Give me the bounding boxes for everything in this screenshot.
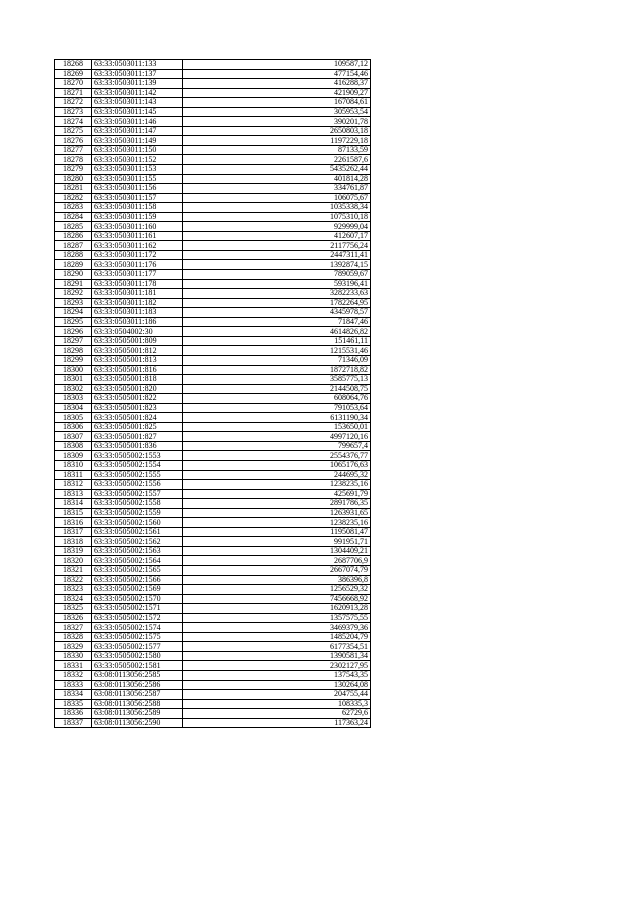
table-row [55, 403, 371, 413]
cadastral-number-cell: 63:33:0505002:1558 [92, 499, 183, 509]
value-cell: 1392874,15 [183, 260, 371, 270]
row-number-cell: 18298 [55, 346, 92, 356]
row-number-cell: 18332 [55, 671, 92, 681]
value-cell: 799657,4 [183, 441, 371, 451]
value-cell: 108335,3 [183, 699, 371, 709]
cadastral-number-cell: 63:33:0505001:836 [92, 441, 183, 451]
row-number-cell: 18328 [55, 632, 92, 642]
value-cell: 2554376,77 [183, 451, 371, 461]
value-cell: 1872718,82 [183, 365, 371, 375]
table-row [55, 394, 371, 404]
row-number-cell: 18302 [55, 384, 92, 394]
row-number-cell: 18297 [55, 336, 92, 346]
cadastral-number-cell: 63:08:0113056:2587 [92, 690, 183, 700]
table-row [55, 699, 371, 709]
row-number-cell: 18274 [55, 117, 92, 127]
row-number-cell: 18313 [55, 489, 92, 499]
value-cell: 153650,01 [183, 422, 371, 432]
value-cell: 1238235,16 [183, 480, 371, 490]
row-number-cell: 18327 [55, 623, 92, 633]
value-cell: 1195081,47 [183, 527, 371, 537]
cadastral-number-cell: 63:33:0505002:1554 [92, 460, 183, 470]
cadastral-number-cell: 63:33:0503011:181 [92, 289, 183, 299]
cadastral-number-cell: 63:33:0503011:142 [92, 88, 183, 98]
cadastral-number-cell: 63:33:0505001:812 [92, 346, 183, 356]
table-row [55, 527, 371, 537]
table-row [55, 365, 371, 375]
row-number-cell: 18310 [55, 460, 92, 470]
row-number-cell: 18315 [55, 508, 92, 518]
cadastral-number-cell: 63:08:0113056:2590 [92, 718, 183, 728]
cadastral-number-cell: 63:33:0503011:182 [92, 298, 183, 308]
value-cell: 390201,78 [183, 117, 371, 127]
row-number-cell: 18271 [55, 88, 92, 98]
row-number-cell: 18304 [55, 403, 92, 413]
cadastral-number-cell: 63:33:0505002:1571 [92, 604, 183, 614]
row-number-cell: 18323 [55, 585, 92, 595]
row-number-cell: 18296 [55, 327, 92, 337]
cadastral-number-cell: 63:33:0505002:1553 [92, 451, 183, 461]
row-number-cell: 18286 [55, 231, 92, 241]
value-cell: 425691,79 [183, 489, 371, 499]
value-cell: 167084,61 [183, 98, 371, 108]
table-row [55, 709, 371, 719]
cadastral-number-cell: 63:33:0503011:147 [92, 126, 183, 136]
cadastral-number-cell: 63:08:0113056:2588 [92, 699, 183, 709]
row-number-cell: 18283 [55, 203, 92, 213]
row-number-cell: 18331 [55, 661, 92, 671]
cadastral-number-cell: 63:33:0505002:1557 [92, 489, 183, 499]
table-row [55, 470, 371, 480]
table-row [55, 317, 371, 327]
cadastral-number-cell: 63:33:0505001:818 [92, 375, 183, 385]
row-number-cell: 18270 [55, 79, 92, 89]
cadastral-number-cell: 63:33:0503011:145 [92, 107, 183, 117]
row-number-cell: 18275 [55, 126, 92, 136]
cadastral-number-cell: 63:33:0503011:160 [92, 222, 183, 232]
cadastral-number-cell: 63:33:0505002:1581 [92, 661, 183, 671]
cadastral-number-cell: 63:33:0505002:1562 [92, 537, 183, 547]
value-cell: 3585775,13 [183, 375, 371, 385]
row-number-cell: 18300 [55, 365, 92, 375]
table-row [55, 441, 371, 451]
row-number-cell: 18295 [55, 317, 92, 327]
row-number-cell: 18301 [55, 375, 92, 385]
value-cell: 7456668,92 [183, 594, 371, 604]
value-cell: 1390581,34 [183, 651, 371, 661]
value-cell: 791053,64 [183, 403, 371, 413]
value-cell: 1304409,21 [183, 546, 371, 556]
value-cell: 1782264,95 [183, 298, 371, 308]
row-number-cell: 18335 [55, 699, 92, 709]
value-cell: 1075310,18 [183, 212, 371, 222]
row-number-cell: 18333 [55, 680, 92, 690]
table-row [55, 327, 371, 337]
row-number-cell: 18311 [55, 470, 92, 480]
value-cell: 1238235,16 [183, 518, 371, 528]
row-number-cell: 18336 [55, 709, 92, 719]
row-number-cell: 18309 [55, 451, 92, 461]
table-row [55, 241, 371, 251]
cadastral-number-cell: 63:33:0503011:149 [92, 136, 183, 146]
table-row [55, 298, 371, 308]
cadastral-number-cell: 63:33:0503011:161 [92, 231, 183, 241]
value-cell: 117363,24 [183, 718, 371, 728]
table-row [55, 174, 371, 184]
row-number-cell: 18272 [55, 98, 92, 108]
table-row [55, 126, 371, 136]
value-cell: 593196,41 [183, 279, 371, 289]
row-number-cell: 18308 [55, 441, 92, 451]
table-row [55, 231, 371, 241]
cadastral-number-cell: 63:08:0113056:2586 [92, 680, 183, 690]
cadastral-number-cell: 63:33:0503011:150 [92, 145, 183, 155]
table-row [55, 537, 371, 547]
value-cell: 1065176,63 [183, 460, 371, 470]
row-number-cell: 18303 [55, 394, 92, 404]
cadastral-number-cell: 63:33:0503011:157 [92, 193, 183, 203]
value-cell: 2447311,41 [183, 250, 371, 260]
table-row [55, 279, 371, 289]
row-number-cell: 18299 [55, 355, 92, 365]
value-cell: 2687706,9 [183, 556, 371, 566]
table-row [55, 145, 371, 155]
value-cell: 2261587,6 [183, 155, 371, 165]
value-cell: 1215531,46 [183, 346, 371, 356]
cadastral-number-cell: 63:33:0503011:186 [92, 317, 183, 327]
value-cell: 87133,59 [183, 145, 371, 155]
row-number-cell: 18317 [55, 527, 92, 537]
row-number-cell: 18284 [55, 212, 92, 222]
cadastral-number-cell: 63:33:0503011:178 [92, 279, 183, 289]
cadastral-number-cell: 63:33:0505001:827 [92, 432, 183, 442]
cadastral-number-cell: 63:33:0505002:1561 [92, 527, 183, 537]
table-row [55, 107, 371, 117]
value-cell: 244695,32 [183, 470, 371, 480]
cadastral-number-cell: 63:33:0505002:1555 [92, 470, 183, 480]
table-row [55, 489, 371, 499]
cadastral-number-cell: 63:33:0505001:824 [92, 413, 183, 423]
cadastral-number-cell: 63:33:0503011:177 [92, 270, 183, 280]
row-number-cell: 18314 [55, 499, 92, 509]
cadastral-number-cell: 63:33:0505001:820 [92, 384, 183, 394]
row-number-cell: 18268 [55, 60, 92, 70]
value-cell: 137543,35 [183, 671, 371, 681]
table-row [55, 60, 371, 70]
table-row [55, 546, 371, 556]
cadastral-number-cell: 63:33:0503011:183 [92, 308, 183, 318]
row-number-cell: 18324 [55, 594, 92, 604]
table-row [55, 613, 371, 623]
value-cell: 991951,71 [183, 537, 371, 547]
table-row [55, 79, 371, 89]
row-number-cell: 18291 [55, 279, 92, 289]
value-cell: 789059,67 [183, 270, 371, 280]
table-row [55, 384, 371, 394]
row-number-cell: 18325 [55, 604, 92, 614]
value-cell: 204755,44 [183, 690, 371, 700]
cadastral-number-cell: 63:33:0505002:1560 [92, 518, 183, 528]
table-row [55, 422, 371, 432]
cadastral-number-cell: 63:33:0503011:133 [92, 60, 183, 70]
table-row [55, 642, 371, 652]
table-row [55, 518, 371, 528]
cadastral-number-cell: 63:33:0503011:155 [92, 174, 183, 184]
cadastral-number-cell: 63:33:0503011:172 [92, 250, 183, 260]
cadastral-number-cell: 63:33:0503011:162 [92, 241, 183, 251]
value-cell: 416288,37 [183, 79, 371, 89]
cadastral-number-cell: 63:33:0505001:822 [92, 394, 183, 404]
table-row [55, 355, 371, 365]
cadastral-number-cell: 63:33:0503011:146 [92, 117, 183, 127]
table-row [55, 718, 371, 728]
value-cell: 6177354,51 [183, 642, 371, 652]
row-number-cell: 18305 [55, 413, 92, 423]
value-cell: 6131190,34 [183, 413, 371, 423]
row-number-cell: 18281 [55, 184, 92, 194]
table-row [55, 346, 371, 356]
row-number-cell: 18321 [55, 565, 92, 575]
cadastral-number-cell: 63:33:0505002:1566 [92, 575, 183, 585]
cadastral-number-cell: 63:33:0505002:1575 [92, 632, 183, 642]
value-cell: 1620913,28 [183, 604, 371, 614]
table-row [55, 556, 371, 566]
value-cell: 4997120,16 [183, 432, 371, 442]
cadastral-number-cell: 63:33:0503011:153 [92, 165, 183, 175]
table-row [55, 680, 371, 690]
value-cell: 1485204,79 [183, 632, 371, 642]
row-number-cell: 18282 [55, 193, 92, 203]
row-number-cell: 18269 [55, 69, 92, 79]
row-number-cell: 18278 [55, 155, 92, 165]
row-number-cell: 18319 [55, 546, 92, 556]
row-number-cell: 18276 [55, 136, 92, 146]
table-row [55, 451, 371, 461]
row-number-cell: 18287 [55, 241, 92, 251]
value-cell: 421909,27 [183, 88, 371, 98]
cadastral-number-cell: 63:33:0505002:1556 [92, 480, 183, 490]
row-number-cell: 18320 [55, 556, 92, 566]
value-cell: 1357575,55 [183, 613, 371, 623]
value-cell: 5435262,44 [183, 165, 371, 175]
row-number-cell: 18292 [55, 289, 92, 299]
row-number-cell: 18306 [55, 422, 92, 432]
cadastral-number-cell: 63:33:0505002:1570 [92, 594, 183, 604]
cadastral-number-cell: 63:33:0505002:1559 [92, 508, 183, 518]
row-number-cell: 18290 [55, 270, 92, 280]
value-cell: 929999,04 [183, 222, 371, 232]
value-cell: 2117756,24 [183, 241, 371, 251]
table-row [55, 413, 371, 423]
table-row [55, 336, 371, 346]
table-row [55, 98, 371, 108]
cadastral-number-cell: 63:33:0505002:1580 [92, 651, 183, 661]
table-row [55, 480, 371, 490]
table-row [55, 651, 371, 661]
row-number-cell: 18293 [55, 298, 92, 308]
value-cell: 477154,46 [183, 69, 371, 79]
value-cell: 109587,12 [183, 60, 371, 70]
table-row [55, 604, 371, 614]
value-cell: 1035338,34 [183, 203, 371, 213]
cadastral-number-cell: 63:33:0505002:1563 [92, 546, 183, 556]
value-cell: 1256529,32 [183, 585, 371, 595]
table-row [55, 270, 371, 280]
cadastral-number-cell: 63:33:0503011:158 [92, 203, 183, 213]
value-cell: 4345978,57 [183, 308, 371, 318]
row-number-cell: 18334 [55, 690, 92, 700]
value-cell: 386396,8 [183, 575, 371, 585]
table-row [55, 212, 371, 222]
table-row [55, 661, 371, 671]
table-row [55, 375, 371, 385]
table-row [55, 289, 371, 299]
row-number-cell: 18312 [55, 480, 92, 490]
value-cell: 71346,09 [183, 355, 371, 365]
value-cell: 412607,17 [183, 231, 371, 241]
cadastral-number-cell: 63:33:0503011:137 [92, 69, 183, 79]
value-cell: 305953,54 [183, 107, 371, 117]
value-cell: 401814,28 [183, 174, 371, 184]
table-row [55, 222, 371, 232]
table-row [55, 508, 371, 518]
row-number-cell: 18277 [55, 145, 92, 155]
cadastral-number-cell: 63:33:0505002:1564 [92, 556, 183, 566]
value-cell: 130264,08 [183, 680, 371, 690]
table-row [55, 565, 371, 575]
cadastral-number-cell: 63:33:0503011:139 [92, 79, 183, 89]
cadastral-number-cell: 63:33:0503011:156 [92, 184, 183, 194]
value-cell: 2650803,18 [183, 126, 371, 136]
value-cell: 1263931,65 [183, 508, 371, 518]
table-row [55, 690, 371, 700]
row-number-cell: 18279 [55, 165, 92, 175]
row-number-cell: 18318 [55, 537, 92, 547]
cadastral-number-cell: 63:33:0505001:813 [92, 355, 183, 365]
row-number-cell: 18329 [55, 642, 92, 652]
table-row [55, 155, 371, 165]
cadastral-number-cell: 63:33:0504002:30 [92, 327, 183, 337]
row-number-cell: 18280 [55, 174, 92, 184]
value-cell: 608064,76 [183, 394, 371, 404]
row-number-cell: 18326 [55, 613, 92, 623]
cadastral-number-cell: 63:33:0505001:825 [92, 422, 183, 432]
row-number-cell: 18285 [55, 222, 92, 232]
row-number-cell: 18330 [55, 651, 92, 661]
table-row [55, 623, 371, 633]
row-number-cell: 18273 [55, 107, 92, 117]
row-number-cell: 18316 [55, 518, 92, 528]
value-cell: 151461,11 [183, 336, 371, 346]
table-row [55, 165, 371, 175]
table-row [55, 69, 371, 79]
value-cell: 106075,67 [183, 193, 371, 203]
table-row [55, 260, 371, 270]
table-row [55, 432, 371, 442]
table-row [55, 136, 371, 146]
cadastral-value-table [54, 59, 371, 728]
table-row [55, 585, 371, 595]
table-row [55, 460, 371, 470]
row-number-cell: 18322 [55, 575, 92, 585]
cadastral-number-cell: 63:08:0113056:2589 [92, 709, 183, 719]
value-cell: 1197229,18 [183, 136, 371, 146]
cadastral-number-cell: 63:33:0505002:1569 [92, 585, 183, 595]
table-row [55, 575, 371, 585]
cadastral-number-cell: 63:33:0505002:1565 [92, 565, 183, 575]
row-number-cell: 18289 [55, 260, 92, 270]
value-cell: 2302127,95 [183, 661, 371, 671]
table-row [55, 632, 371, 642]
table-body [55, 60, 371, 728]
value-cell: 2891786,35 [183, 499, 371, 509]
cadastral-number-cell: 63:33:0505001:816 [92, 365, 183, 375]
value-cell: 3469379,36 [183, 623, 371, 633]
table-row [55, 499, 371, 509]
table-row [55, 203, 371, 213]
table-row [55, 250, 371, 260]
value-cell: 2667074,79 [183, 565, 371, 575]
table-row [55, 117, 371, 127]
table-row [55, 88, 371, 98]
cadastral-number-cell: 63:33:0505002:1574 [92, 623, 183, 633]
cadastral-number-cell: 63:33:0503011:159 [92, 212, 183, 222]
value-cell: 71847,46 [183, 317, 371, 327]
cadastral-number-cell: 63:08:0113056:2585 [92, 671, 183, 681]
table-row [55, 193, 371, 203]
table-row [55, 184, 371, 194]
cadastral-number-cell: 63:33:0503011:176 [92, 260, 183, 270]
cadastral-number-cell: 63:33:0503011:143 [92, 98, 183, 108]
cadastral-number-cell: 63:33:0505001:823 [92, 403, 183, 413]
value-cell: 2144508,75 [183, 384, 371, 394]
value-cell: 334761,87 [183, 184, 371, 194]
cadastral-number-cell: 63:33:0505002:1577 [92, 642, 183, 652]
table-row [55, 671, 371, 681]
cadastral-number-cell: 63:33:0505001:809 [92, 336, 183, 346]
row-number-cell: 18288 [55, 250, 92, 260]
table-row [55, 308, 371, 318]
row-number-cell: 18294 [55, 308, 92, 318]
cadastral-number-cell: 63:33:0503011:152 [92, 155, 183, 165]
cadastral-number-cell: 63:33:0505002:1572 [92, 613, 183, 623]
row-number-cell: 18307 [55, 432, 92, 442]
table-row [55, 594, 371, 604]
value-cell: 3282233,63 [183, 289, 371, 299]
row-number-cell: 18337 [55, 718, 92, 728]
value-cell: 62729,6 [183, 709, 371, 719]
value-cell: 4614826,82 [183, 327, 371, 337]
